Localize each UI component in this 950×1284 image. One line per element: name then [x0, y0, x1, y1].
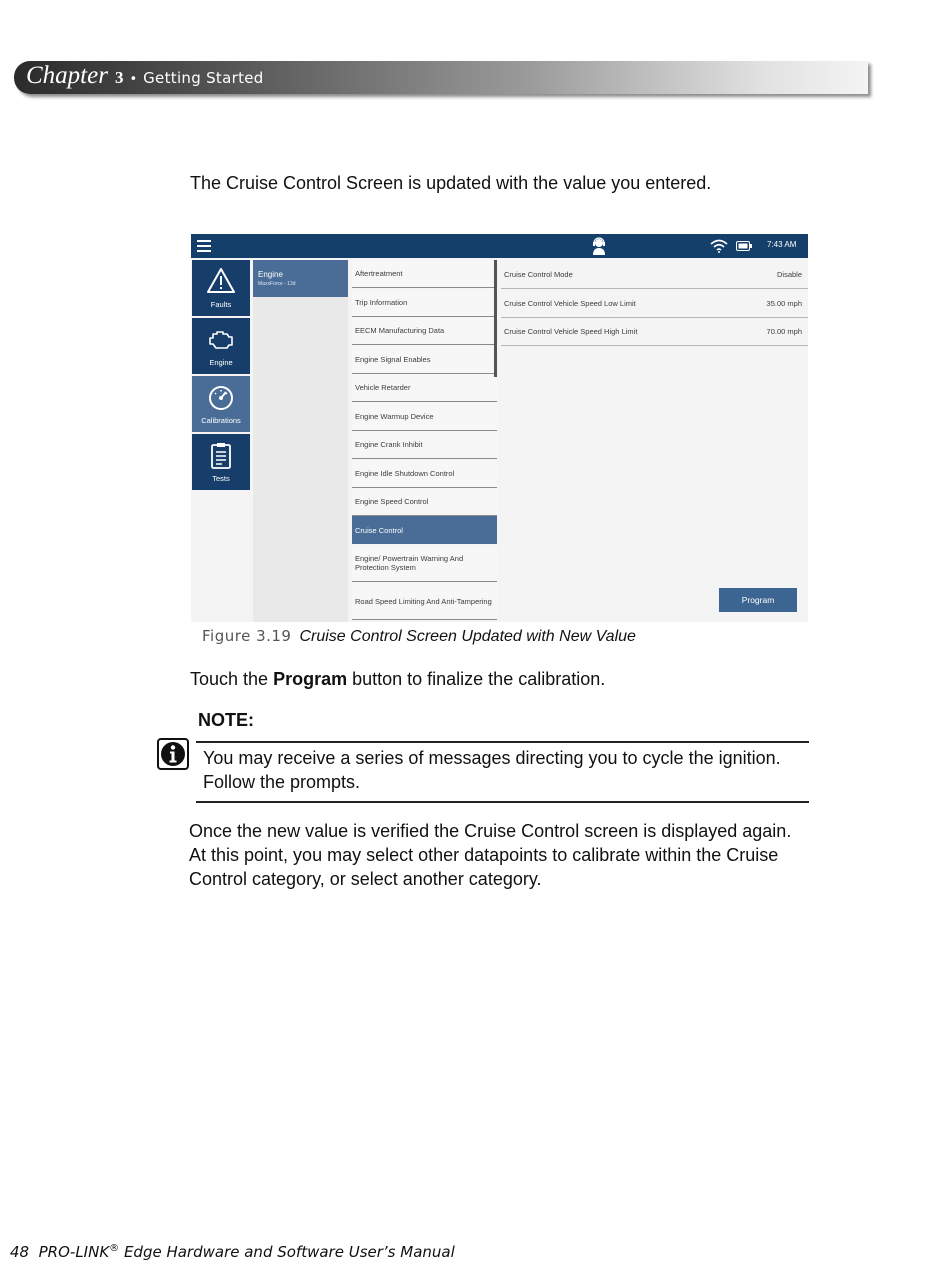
- figure-caption: [202, 627, 636, 646]
- note-rule-bottom: [196, 801, 809, 803]
- program-button[interactable]: Program: [719, 588, 797, 612]
- instruction-after: button to finalize the calibration.: [347, 669, 606, 689]
- setting-row[interactable]: [501, 260, 808, 289]
- setting-name: Cruise Control Vehicle Speed Low Limit: [504, 298, 636, 308]
- setting-row[interactable]: [501, 289, 808, 318]
- setting-value: Disable: [776, 270, 802, 279]
- nav-label-calibrations: Calibrations: [201, 416, 241, 425]
- category-list: [350, 260, 497, 622]
- intro-paragraph: The Cruise Control Screen is updated with the value you entered.: [190, 173, 712, 193]
- note-heading: NOTE:: [198, 710, 254, 730]
- support-agent-icon[interactable]: [592, 237, 606, 255]
- chapter-number: 3: [114, 68, 124, 87]
- module-title: Engine: [258, 270, 283, 279]
- side-nav: [192, 260, 250, 490]
- list-item[interactable]: Engine Speed Control: [352, 488, 497, 516]
- module-subtitle: MaxxForce - 13d: [258, 281, 296, 287]
- chapter-separator: •: [129, 72, 138, 87]
- menu-icon[interactable]: [197, 240, 211, 252]
- setting-name: Cruise Control Vehicle Speed High Limit: [504, 327, 638, 336]
- settings-panel: [499, 260, 808, 622]
- wifi-icon: [710, 239, 728, 253]
- device-screenshot: [191, 234, 808, 622]
- nav-label-engine: Engine: [209, 358, 233, 367]
- list-item[interactable]: Engine Warmup Device: [352, 403, 497, 431]
- nav-item-engine[interactable]: [192, 318, 250, 374]
- instruction-bold: Program: [273, 669, 348, 689]
- list-item[interactable]: Vehicle Retarder: [352, 374, 497, 402]
- figure-number: Figure 3.19: [202, 627, 292, 645]
- page-number: 48: [10, 1243, 30, 1261]
- nav-label-faults: Faults: [210, 300, 232, 309]
- closing-line-1: Once the new value is verified the Cruise Control screen is displayed again.: [189, 821, 792, 841]
- note-line-1: You may receive a series of messages directing you to cycle the ignition.: [203, 748, 781, 768]
- setting-name: Cruise Control Mode: [504, 270, 573, 279]
- figure-title: Cruise Control Screen Updated with New Value: [299, 628, 636, 645]
- chapter-title: Getting Started: [143, 69, 264, 87]
- setting-value: 35.00 mph: [766, 298, 802, 308]
- battery-icon: [736, 241, 752, 251]
- instruction-paragraph: [190, 667, 605, 691]
- page-footer: [10, 1243, 455, 1261]
- clipboard-icon: [207, 441, 235, 469]
- setting-row[interactable]: [501, 317, 808, 346]
- list-item-selected[interactable]: Cruise Control: [352, 516, 497, 544]
- chapter-word: Chapter: [26, 62, 108, 89]
- chapter-heading: [26, 62, 264, 92]
- warning-icon: [207, 267, 235, 295]
- list-item[interactable]: Trip Information: [352, 289, 497, 317]
- info-icon: [157, 738, 189, 770]
- list-item[interactable]: Engine Idle Shutdown Control: [352, 460, 497, 488]
- nav-item-faults[interactable]: [192, 260, 250, 316]
- note-line-2: Follow the prompts.: [203, 772, 361, 792]
- footer-manual-title: Edge Hardware and Software User’s Manual: [119, 1243, 455, 1261]
- clock: 7:43 AM: [767, 240, 797, 249]
- list-item[interactable]: Aftertreatment: [352, 260, 497, 288]
- footer-registered-mark: ®: [109, 1243, 120, 1254]
- closing-line-3: Control category, or select another category.: [189, 869, 542, 889]
- module-item-engine[interactable]: [253, 260, 348, 297]
- footer-product: PRO-LINK: [38, 1243, 110, 1261]
- device-top-bar: [191, 234, 808, 258]
- gauge-icon: [207, 383, 235, 411]
- nav-item-tests[interactable]: [192, 434, 250, 490]
- note-rule-top: [196, 741, 809, 743]
- closing-line-2: At this point, you may select other datapoints to calibrate within the Cruise: [189, 845, 779, 865]
- setting-value: 70.00 mph: [766, 327, 802, 336]
- nav-item-calibrations[interactable]: [192, 376, 250, 432]
- module-column: [253, 260, 348, 622]
- list-item[interactable]: Engine Signal Enables: [352, 346, 497, 374]
- instruction-before: Touch the: [190, 669, 274, 689]
- list-item[interactable]: EECM Manufacturing Data: [352, 317, 497, 345]
- list-scrollbar[interactable]: [494, 260, 497, 377]
- nav-label-tests: Tests: [212, 474, 230, 483]
- list-item[interactable]: Engine/ Powertrain Warning And Protection System: [352, 545, 497, 582]
- engine-icon: [207, 325, 235, 353]
- list-item[interactable]: Road Speed Limiting And Anti-Tampering: [352, 583, 497, 620]
- list-item[interactable]: Engine Crank Inhibit: [352, 431, 497, 459]
